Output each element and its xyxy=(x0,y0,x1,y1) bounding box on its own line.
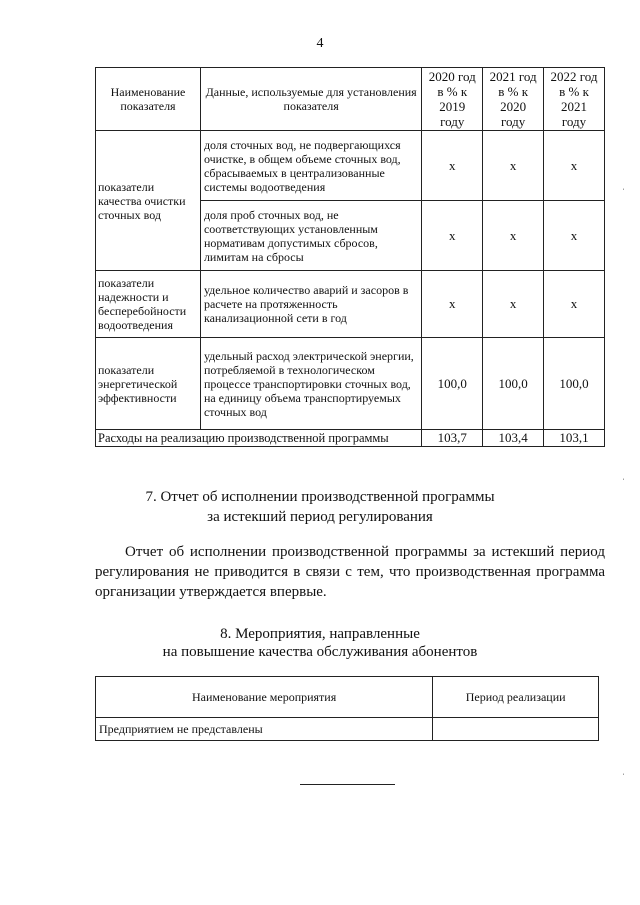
events-table xyxy=(95,676,599,741)
value-2020: 100,0 xyxy=(422,338,483,430)
group-energy-efficiency: показатели энергетической эффективности xyxy=(96,338,201,430)
scan-mark: ˌ xyxy=(622,180,625,190)
table-header-row xyxy=(96,68,605,131)
table-row xyxy=(96,338,605,430)
value-2021: 100,0 xyxy=(483,338,544,430)
section8-title-line2: на повышение качества обслуживания абонентов xyxy=(162,644,478,660)
header-period: Период реализации xyxy=(433,677,599,718)
header-indicator: Наименование показателя xyxy=(96,68,201,131)
value-2021: x xyxy=(483,131,544,201)
header-2021 xyxy=(483,68,544,131)
header-2020-line3: 2019 году xyxy=(439,99,466,129)
total-2021: 103,4 xyxy=(483,430,544,447)
value-2021: x xyxy=(483,271,544,338)
scan-mark: ˌ xyxy=(622,470,625,480)
header-2021-line1: 2021 год xyxy=(489,69,537,84)
scan-mark: ˌ xyxy=(622,765,625,775)
group-cleaning-quality: показатели качества очистки сточных вод xyxy=(96,131,201,271)
value-2022: 100,0 xyxy=(544,338,605,430)
header-2021-line3: 2020 году xyxy=(500,99,527,129)
header-2022 xyxy=(544,68,605,131)
table-total-row xyxy=(96,430,605,447)
header-2022-line2: в % к xyxy=(559,84,589,99)
value-2022: x xyxy=(544,271,605,338)
value-2022: x xyxy=(544,201,605,271)
header-data: Данные, используемые для установления показателя xyxy=(200,68,421,131)
header-2022-line1: 2022 год xyxy=(550,69,598,84)
section7-title-line2: за истекший период регулирования xyxy=(207,509,433,525)
value-2020: x xyxy=(422,131,483,201)
row-data: удельное количество аварий и засоров в расчете на протяженность канализационной сети в год xyxy=(200,271,421,338)
group-reliability: показатели надежности и бесперебойности водоотведения xyxy=(96,271,201,338)
header-2021-line2: в % к xyxy=(498,84,529,99)
header-event-name: Наименование мероприятия xyxy=(96,677,433,718)
row-data: удельный расход электрической энергии, потребляемой в технологическом процессе транспортировки сточных вод, на единицу объема транспортируемых сточных вод xyxy=(200,338,421,430)
total-2020: 103,7 xyxy=(422,430,483,447)
table-row xyxy=(96,271,605,338)
section8-title-line1: 8. Мероприятия, направленные xyxy=(220,626,420,642)
event-name-cell: Предприятием не представлены xyxy=(96,718,433,741)
value-2022: x xyxy=(544,131,605,201)
table-row xyxy=(96,131,605,201)
header-2020 xyxy=(422,68,483,131)
event-period-cell xyxy=(433,718,599,741)
indicators-table xyxy=(95,67,605,447)
total-label: Расходы на реализацию производственной программы xyxy=(96,430,422,447)
header-2020-line2: в % к xyxy=(437,84,468,99)
table-row xyxy=(96,718,599,741)
value-2020: x xyxy=(422,271,483,338)
section7-title-line1: 7. Отчет об исполнении производственной программы xyxy=(145,489,495,505)
section7-paragraph: Отчет об исполнении производственной программы за истекший период регулирования не приводится в связи с тем, что производственная программа организации утверждается впервые. xyxy=(95,544,605,600)
end-divider xyxy=(300,784,395,785)
value-2021: x xyxy=(483,201,544,271)
value-2020: x xyxy=(422,201,483,271)
header-2022-line3: 2021 году xyxy=(561,99,588,129)
page-number: 4 xyxy=(316,36,324,51)
total-2022: 103,1 xyxy=(544,430,605,447)
row-data: доля проб сточных вод, не соответствующих установленным нормативам допустимых сбросов, лимитам на сбросы xyxy=(200,201,421,271)
events-header-row xyxy=(96,677,599,718)
header-2020-line1: 2020 год xyxy=(428,69,476,84)
row-data: доля сточных вод, не подвергающихся очистке, в общем объеме сточных вод, сбрасываемых в централизованные системы водоотведения xyxy=(200,131,421,201)
